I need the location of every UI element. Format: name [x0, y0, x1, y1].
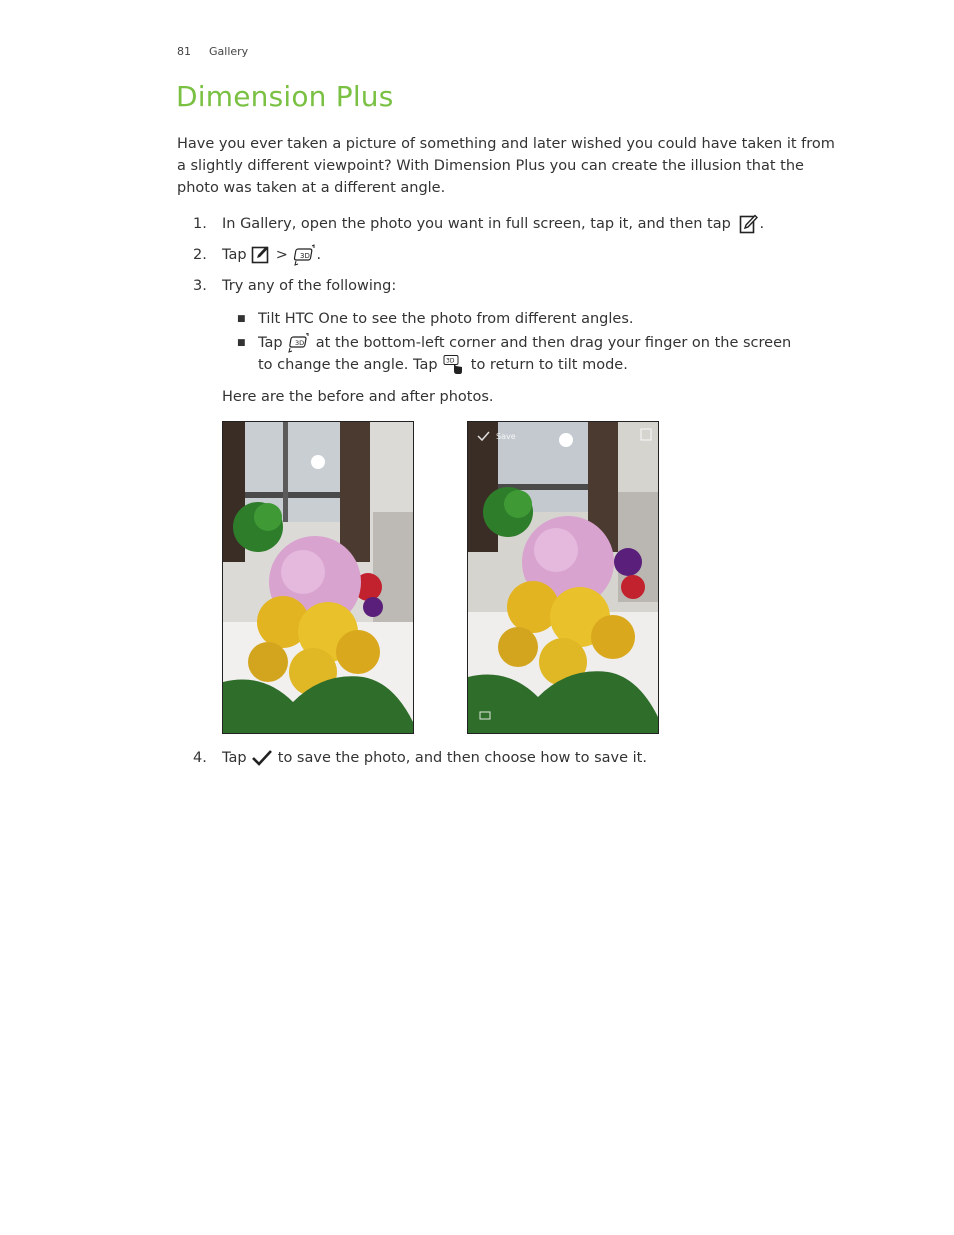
step-text: In Gallery, open the photo you want in full screen, tap it, and then tap [222, 216, 731, 232]
section-name: Gallery [209, 45, 249, 58]
before-photo [222, 421, 414, 734]
page-header [177, 45, 248, 58]
bullet-text: Tilt HTC One to see the photo from different angles. [258, 311, 634, 327]
tilt-mode-icon [442, 354, 466, 376]
dimension-plus-icon [287, 333, 311, 353]
page-title: Dimension Plus [176, 80, 394, 113]
step-number: 4. [193, 750, 207, 766]
bullet-text: at the bottom-left corner and then drag your finger on the screen [315, 335, 792, 351]
photos-caption: Here are the before and after photos. [222, 389, 494, 405]
page-number: 81 [177, 45, 191, 58]
step-text: Try any of the following: [222, 278, 397, 294]
after-photo-image [468, 422, 658, 733]
svg-text:3D: 3D [299, 252, 310, 260]
dimension-plus-icon [293, 244, 317, 266]
list-item [237, 332, 837, 376]
step-text-end: . [316, 247, 322, 263]
bullet-text: Tap [258, 335, 283, 351]
save-overlay-label: Save [496, 432, 516, 441]
bullet-mark: ■ [237, 338, 246, 348]
svg-text:3D: 3D [446, 357, 455, 365]
step-text-end: to save the photo, and then choose how to save it. [277, 750, 647, 766]
step-separator: > [275, 247, 288, 263]
bullet-mark: ■ [237, 314, 246, 324]
step-text: Tap [222, 247, 247, 263]
step-number: 3. [193, 278, 207, 294]
bullet-text: to change the angle. Tap [258, 357, 438, 373]
edit-icon [251, 244, 271, 266]
svg-text:3D: 3D [295, 339, 305, 347]
after-photo [467, 421, 659, 734]
checkmark-icon [251, 749, 273, 767]
step-number: 1. [193, 216, 207, 232]
before-photo-image [223, 422, 413, 733]
step-number: 2. [193, 247, 207, 263]
bullet-text: to return to tilt mode. [470, 357, 628, 373]
intro-paragraph: Have you ever taken a picture of something and later wished you could have taken it from a slightly different viewpoint? With Dimension Plus you can create the illusion that the photo was taken at a different angle. [177, 136, 835, 196]
step-text: Tap [222, 750, 247, 766]
step-text-end: . [759, 216, 765, 232]
edit-icon [739, 213, 759, 235]
